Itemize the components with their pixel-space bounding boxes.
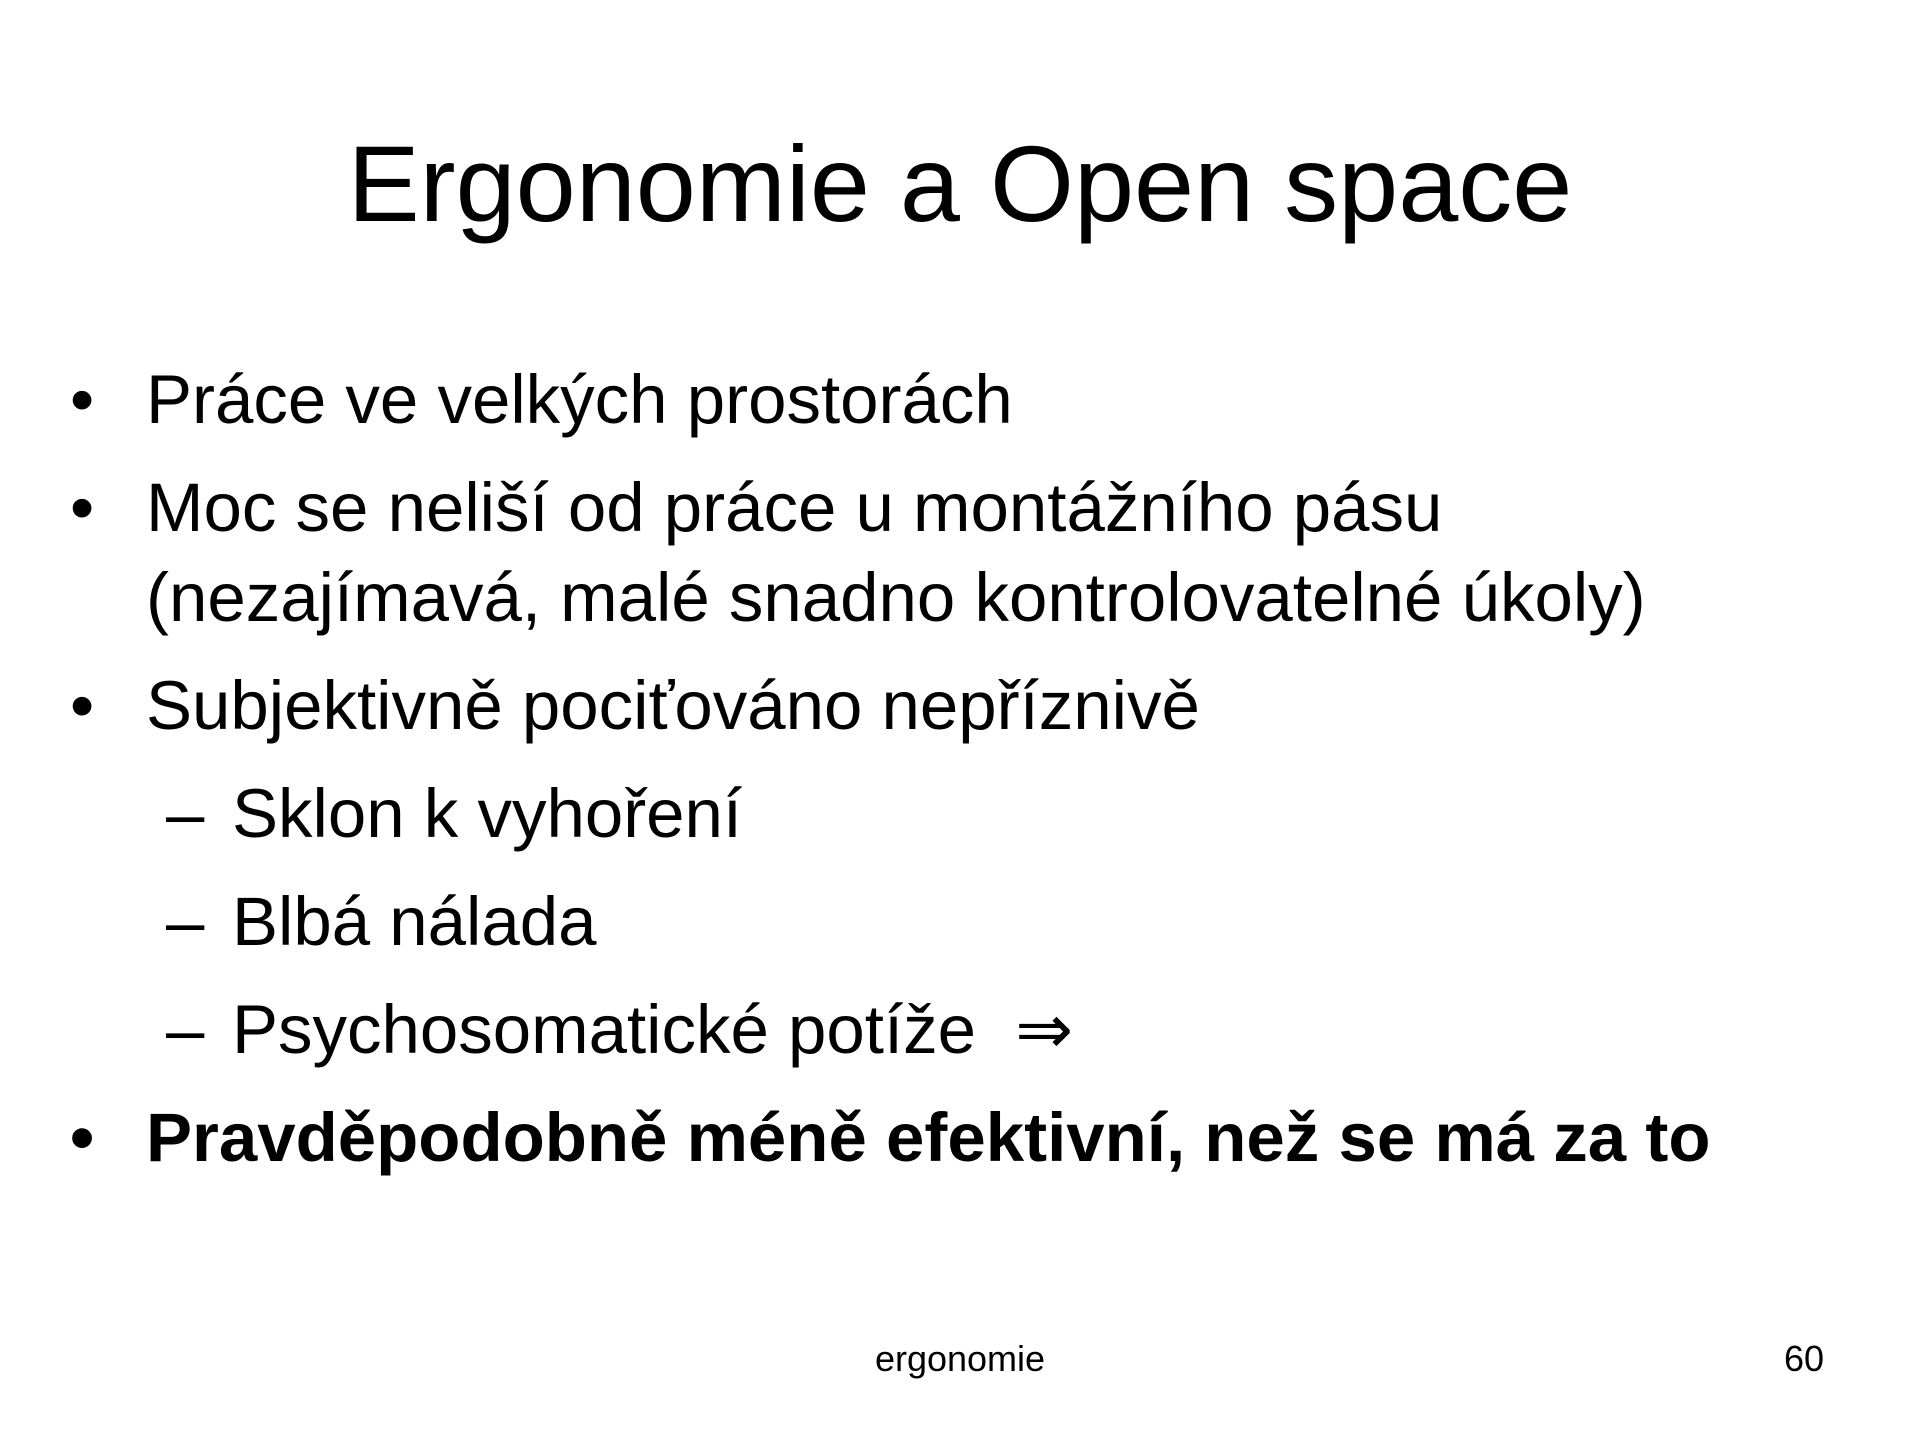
sub-bullet-item bbox=[70, 877, 1830, 967]
sub-bullet-text: Blbá nálada bbox=[232, 883, 597, 960]
bullet-marker: • bbox=[70, 469, 95, 546]
bullet-text: Subjektivně pociťováno nepříznivě bbox=[146, 667, 1200, 744]
bullet-item bbox=[70, 661, 1830, 751]
dash-marker: – bbox=[166, 991, 205, 1068]
bullet-item bbox=[70, 355, 1830, 445]
bullet-text: Práce ve velkých prostorách bbox=[146, 361, 1013, 438]
slide-title: Ergonomie a Open space bbox=[347, 123, 1573, 244]
bullet-marker: • bbox=[70, 667, 95, 744]
bullet-text: Moc se neliší od práce u montážního pásu (nezajímavá, malé snadno kontrolovatelné úkoly) bbox=[146, 469, 1646, 636]
bullet-text-bold: Pravděpodobně méně efektivní, než se má za to bbox=[146, 1099, 1711, 1176]
bullet-item bbox=[70, 463, 1830, 643]
page-number: 60 bbox=[1783, 1338, 1824, 1379]
slide-footer: ergonomie bbox=[874, 1338, 1046, 1379]
bullet-item bbox=[70, 1093, 1830, 1183]
bullet-marker: • bbox=[70, 1099, 95, 1176]
sub-bullet-text: Psychosomatické potíže bbox=[232, 991, 977, 1068]
bullet-marker: • bbox=[70, 361, 95, 438]
implies-arrow-icon: ⇒ bbox=[1015, 990, 1074, 1070]
dash-marker: – bbox=[166, 883, 205, 960]
bullet-list bbox=[70, 355, 1830, 1201]
sub-bullet-item bbox=[70, 985, 1830, 1075]
dash-marker: – bbox=[166, 775, 205, 852]
sub-bullet-item bbox=[70, 769, 1830, 859]
sub-bullet-text: Sklon k vyhoření bbox=[232, 775, 743, 852]
